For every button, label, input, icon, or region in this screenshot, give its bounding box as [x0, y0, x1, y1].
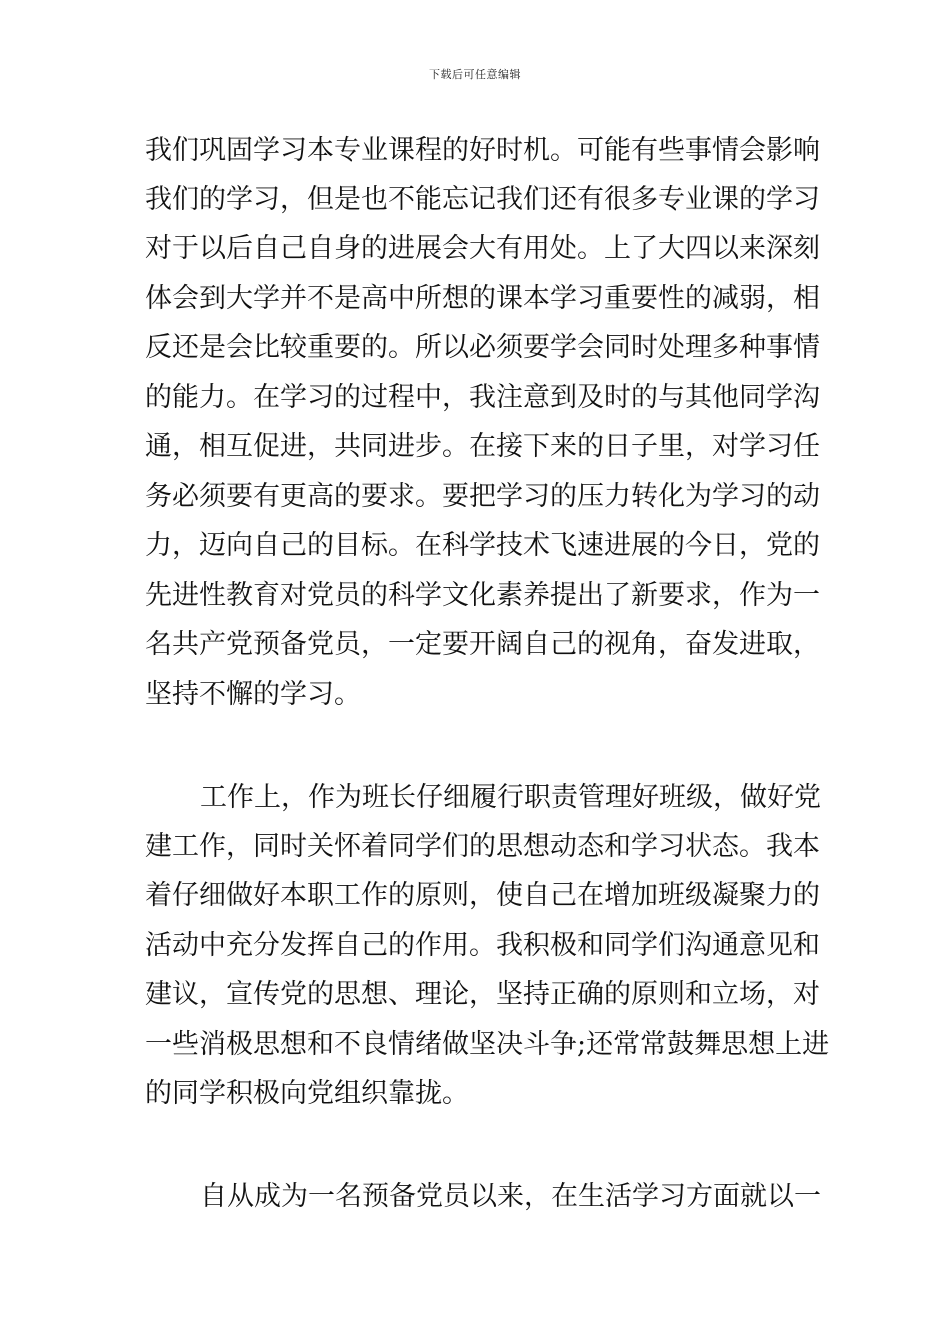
paragraph-line: 坚持不懈的学习。 [145, 679, 361, 710]
paragraph-line: 通，相互促进，共同进步。在接下来的日子里，对学习任 [145, 431, 820, 462]
paragraph-line: 的同学积极向党组织靠拢。 [145, 1078, 469, 1109]
paragraph-line: 的能力。在学习的过程中，我注意到及时的与其他同学沟 [145, 382, 820, 413]
paragraph-line: 先进性教育对党员的科学文化素养提出了新要求，作为一 [145, 580, 820, 611]
paragraph-line: 建工作，同时关怀着同学们的思想动态和学习状态。我本 [145, 831, 820, 862]
page-header: 下载后可任意编辑 [429, 68, 521, 81]
paragraph-line: 对于以后自己自身的进展会大有用处。上了大四以来深刻 [145, 233, 820, 264]
paragraph-line: 我们的学习，但是也不能忘记我们还有很多专业课的学习 [145, 184, 820, 215]
paragraph-line: 反还是会比较重要的。所以必须要学会同时处理多种事情 [145, 332, 820, 363]
paragraph-line: 自从成为一名预备党员以来，在生活学习方面就以一 [200, 1181, 821, 1212]
paragraph-line: 我们巩固学习本专业课程的好时机。可能有些事情会影响 [145, 135, 820, 166]
paragraph-line: 名共产党预备党员，一定要开阔自己的视角，奋发进取， [145, 629, 820, 660]
paragraph-line: 建议，宣传党的思想、理论，坚持正确的原则和立场，对 [145, 979, 820, 1010]
paragraph-line: 活动中充分发挥自己的作用。我积极和同学们沟通意见和 [145, 930, 820, 961]
paragraph-line: 务必须要有更高的要求。要把学习的压力转化为学习的动 [145, 481, 820, 512]
paragraph-line: 工作上，作为班长仔细履行职责管理好班级，做好党 [200, 782, 821, 813]
paragraph-line: 一些消极思想和不良情绪做坚决斗争;还常常鼓舞思想上进 [145, 1029, 830, 1060]
paragraph-line: 着仔细做好本职工作的原则，使自己在增加班级凝聚力的 [145, 880, 820, 911]
paragraph-line: 力，迈向自己的目标。在科学技术飞速进展的今日，党的 [145, 530, 820, 561]
paragraph-line: 体会到大学并不是高中所想的课本学习重要性的减弱，相 [145, 283, 820, 314]
